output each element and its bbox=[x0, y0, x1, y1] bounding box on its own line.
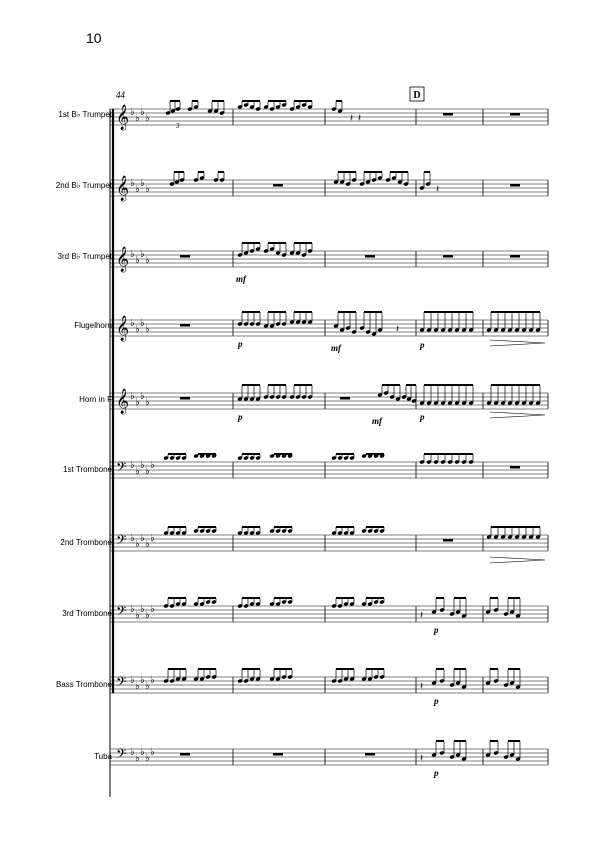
beam-group bbox=[331, 454, 354, 460]
treble-clef-icon: 𝄞 bbox=[116, 247, 130, 272]
whole-rest bbox=[180, 753, 190, 756]
whole-rest bbox=[510, 466, 520, 469]
flat-icon: ♭ bbox=[135, 324, 140, 335]
flat-icon: ♭ bbox=[150, 604, 155, 615]
flat-icon: ♭ bbox=[130, 249, 135, 260]
whole-rest bbox=[443, 539, 453, 542]
flat-icon: ♭ bbox=[130, 318, 135, 329]
dynamic-marking: p bbox=[434, 768, 439, 778]
instrument-label-1st-trumpet: 1st B♭ Trumpet bbox=[58, 110, 112, 119]
beam-group bbox=[419, 312, 473, 332]
flat-icon: ♭ bbox=[135, 255, 140, 266]
dynamic-marking: p bbox=[238, 339, 243, 349]
whole-rest bbox=[443, 255, 453, 258]
flat-icon: ♭ bbox=[145, 184, 150, 195]
dynamic-marking: p bbox=[420, 412, 425, 422]
treble-clef-icon: 𝄞 bbox=[116, 316, 130, 341]
dynamic-marking: p bbox=[434, 625, 439, 635]
whole-rest bbox=[273, 184, 283, 187]
whole-rest bbox=[180, 255, 190, 258]
dynamics-layer bbox=[175, 122, 545, 778]
beam-group bbox=[237, 527, 260, 535]
flat-icon: ♭ bbox=[145, 539, 150, 550]
instrument-label-3rd-trumpet: 3rd B♭ Trumpet bbox=[57, 252, 112, 261]
flat-icon: ♭ bbox=[135, 466, 140, 477]
beam-group bbox=[187, 101, 198, 111]
whole-rest bbox=[510, 184, 520, 187]
beam-group bbox=[269, 454, 292, 459]
whole-rest bbox=[365, 255, 375, 258]
instrument-label-horn: Horn in F bbox=[79, 395, 112, 404]
bass-clef-icon: 𝄢 bbox=[116, 532, 127, 551]
beam-group bbox=[361, 454, 384, 459]
flat-icon: ♭ bbox=[130, 107, 135, 118]
beam-group bbox=[269, 598, 292, 606]
dynamic-marking: mf bbox=[331, 343, 341, 353]
beam-group bbox=[193, 598, 216, 606]
flat-icon: ♭ bbox=[145, 324, 150, 335]
flat-icon: ♭ bbox=[135, 681, 140, 692]
beam-group bbox=[263, 101, 286, 111]
flat-icon: ♭ bbox=[130, 178, 135, 189]
flat-icon: ♭ bbox=[135, 113, 140, 124]
flat-icon: ♭ bbox=[130, 747, 135, 758]
bass-clef-icon: 𝄢 bbox=[116, 746, 127, 765]
beam-group bbox=[449, 669, 466, 689]
beam-group bbox=[193, 669, 216, 681]
page-number: 10 bbox=[86, 30, 102, 46]
whole-rest bbox=[180, 397, 190, 400]
beam-group bbox=[449, 741, 466, 761]
beam-group bbox=[419, 385, 473, 405]
beam-group bbox=[237, 598, 260, 608]
whole-rest bbox=[273, 753, 283, 756]
flat-icon: ♭ bbox=[140, 249, 145, 260]
whole-rest bbox=[180, 324, 190, 327]
dynamic-marking: p bbox=[238, 412, 243, 422]
rest-icon: 𝄽 bbox=[396, 324, 400, 335]
flat-icon: ♭ bbox=[135, 610, 140, 621]
flat-icon: ♭ bbox=[145, 255, 150, 266]
flat-icon: ♭ bbox=[135, 184, 140, 195]
flat-icon: ♭ bbox=[140, 460, 145, 471]
flat-icon: ♭ bbox=[140, 747, 145, 758]
beam-group bbox=[269, 669, 292, 681]
whole-rest bbox=[510, 255, 520, 258]
staff bbox=[110, 746, 548, 765]
flat-icon: ♭ bbox=[145, 397, 150, 408]
rest-icon: 𝄽 bbox=[420, 681, 424, 692]
beam-group bbox=[163, 598, 186, 608]
diminuendo-hairpin bbox=[490, 340, 545, 346]
beam-group bbox=[331, 598, 354, 608]
flat-icon: ♭ bbox=[145, 753, 150, 764]
beam-group bbox=[289, 101, 312, 111]
beam-group bbox=[333, 312, 356, 334]
instrument-label-flugelhorn: Flugelhorn bbox=[74, 321, 112, 330]
instrument-label-2nd-trumpet: 2nd B♭ Trumpet bbox=[55, 181, 112, 190]
bass-clef-icon: 𝄢 bbox=[116, 674, 127, 693]
rest-icon: 𝄽 bbox=[420, 610, 424, 621]
flat-icon: ♭ bbox=[140, 318, 145, 329]
beam-group bbox=[163, 527, 186, 535]
flat-icon: ♭ bbox=[140, 107, 145, 118]
beam-group bbox=[419, 172, 430, 190]
bass-clef-icon: 𝄢 bbox=[116, 459, 127, 478]
staff bbox=[110, 175, 548, 201]
instrument-label-tuba: Tuba bbox=[94, 752, 112, 761]
beam-group bbox=[213, 172, 224, 182]
beam-group bbox=[486, 385, 540, 405]
flat-icon: ♭ bbox=[150, 460, 155, 471]
whole-rest bbox=[340, 397, 350, 400]
beam-group bbox=[401, 385, 416, 403]
dynamic-marking: mf bbox=[372, 416, 382, 426]
beam-group bbox=[503, 741, 520, 761]
flat-icon: ♭ bbox=[145, 681, 150, 692]
beam-group bbox=[486, 527, 540, 539]
beam-group bbox=[193, 454, 216, 459]
whole-rest bbox=[365, 753, 375, 756]
beam-group bbox=[237, 101, 260, 111]
beam-group bbox=[503, 669, 520, 689]
beam-group bbox=[503, 598, 520, 618]
diminuendo-hairpin bbox=[490, 557, 545, 563]
flat-icon: ♭ bbox=[140, 675, 145, 686]
flat-icon: ♭ bbox=[135, 539, 140, 550]
flat-icon: ♭ bbox=[145, 113, 150, 124]
dynamic-marking: p bbox=[420, 340, 425, 350]
flat-icon: ♭ bbox=[140, 533, 145, 544]
staff bbox=[110, 246, 548, 272]
staff bbox=[110, 532, 548, 551]
beam-group bbox=[193, 527, 216, 533]
rest-icon: 𝄽 bbox=[420, 753, 424, 764]
flat-icon: ♭ bbox=[150, 747, 155, 758]
tuplet-number: 3 bbox=[176, 122, 180, 130]
rest-icon: 𝄽 bbox=[358, 113, 362, 124]
flat-icon: ♭ bbox=[130, 533, 135, 544]
flat-icon: ♭ bbox=[150, 675, 155, 686]
beam-group bbox=[486, 312, 540, 332]
dynamic-marking: p bbox=[434, 696, 439, 706]
measure-number: 44 bbox=[116, 90, 125, 100]
flat-icon: ♭ bbox=[145, 610, 150, 621]
dynamic-marking: mf bbox=[236, 274, 246, 284]
flat-icon: ♭ bbox=[145, 466, 150, 477]
flat-icon: ♭ bbox=[150, 533, 155, 544]
beam-group bbox=[419, 454, 473, 464]
flat-icon: ♭ bbox=[140, 178, 145, 189]
flat-icon: ♭ bbox=[130, 391, 135, 402]
flat-icon: ♭ bbox=[130, 675, 135, 686]
flat-icon: ♭ bbox=[135, 397, 140, 408]
rest-icon: 𝄽 bbox=[436, 184, 440, 195]
beam-group bbox=[193, 172, 204, 182]
beam-group bbox=[331, 101, 342, 113]
beam-group bbox=[331, 527, 354, 535]
beam-group bbox=[289, 312, 312, 324]
diminuendo-hairpin bbox=[490, 412, 545, 418]
beam-group bbox=[361, 598, 384, 606]
notes-layer bbox=[163, 101, 540, 764]
beam-group bbox=[361, 527, 384, 533]
staff bbox=[110, 388, 548, 414]
treble-clef-icon: 𝄞 bbox=[116, 389, 130, 414]
beam-group bbox=[269, 527, 292, 533]
staves bbox=[110, 104, 548, 765]
staff bbox=[110, 674, 548, 693]
staff bbox=[110, 459, 548, 478]
beam-group bbox=[237, 454, 260, 460]
rest-icon: 𝄽 bbox=[350, 113, 354, 124]
staff bbox=[110, 603, 548, 622]
instrument-label-3rd-trombone: 3rd Trombone bbox=[62, 609, 112, 618]
treble-clef-icon: 𝄞 bbox=[116, 105, 130, 130]
flat-icon: ♭ bbox=[140, 391, 145, 402]
whole-rest bbox=[510, 113, 520, 116]
staff bbox=[110, 315, 548, 341]
beam-group bbox=[163, 454, 186, 460]
flat-icon: ♭ bbox=[140, 604, 145, 615]
beam-group bbox=[449, 598, 466, 618]
beam-group bbox=[361, 669, 384, 681]
bass-clef-icon: 𝄢 bbox=[116, 603, 127, 622]
flat-icon: ♭ bbox=[135, 753, 140, 764]
flat-icon: ♭ bbox=[130, 460, 135, 471]
whole-rest bbox=[443, 113, 453, 116]
instrument-label-2nd-trombone: 2nd Trombone bbox=[60, 538, 112, 547]
treble-clef-icon: 𝄞 bbox=[116, 176, 130, 201]
instrument-label-1st-trombone: 1st Trombone bbox=[63, 465, 112, 474]
flat-icon: ♭ bbox=[130, 604, 135, 615]
instrument-label-bass-trombone: Bass Trombone bbox=[55, 680, 112, 689]
rehearsal-mark: D bbox=[413, 90, 421, 101]
